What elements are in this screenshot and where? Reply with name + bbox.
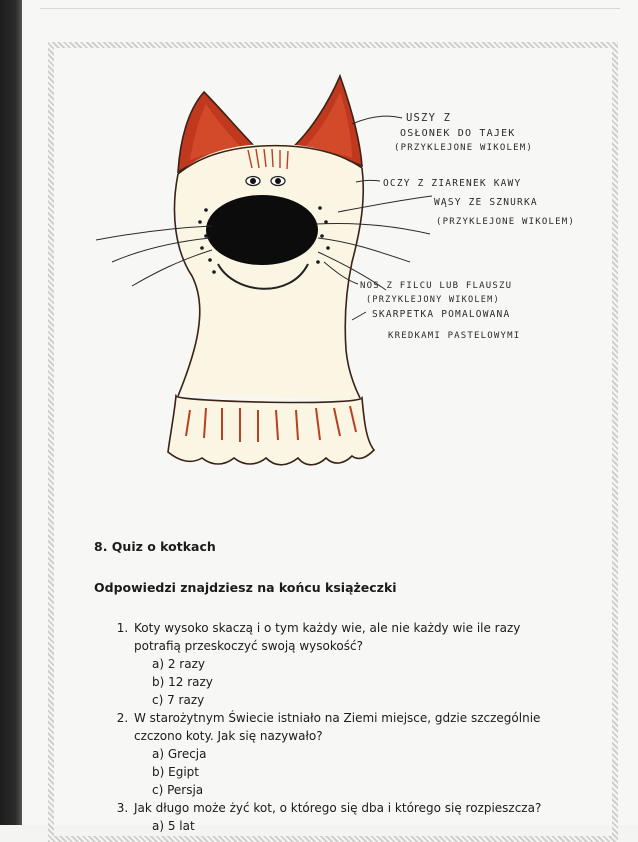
label-sock-line-2: KREDKAMI PASTELOWYMI bbox=[388, 331, 521, 341]
answer-option: b) Egipt bbox=[152, 765, 199, 779]
label-sock-line-1: SKARPETKA POMALOWANA bbox=[372, 309, 511, 320]
label-ears-line-3: (PRZYKLEJONE WIKOLEM) bbox=[394, 143, 533, 153]
nose bbox=[206, 195, 318, 265]
sock-cuff bbox=[168, 396, 374, 465]
label-ears-line-2: OSŁONEK DO TAJEK bbox=[400, 128, 516, 139]
question-1 bbox=[132, 619, 564, 709]
answer-list bbox=[134, 745, 564, 799]
question-3 bbox=[132, 799, 564, 835]
question-list bbox=[94, 619, 564, 835]
answer-option: c) Persja bbox=[152, 783, 204, 797]
label-nose-line-1: NOS Z FILCU LUB FLAUSZU bbox=[360, 281, 513, 291]
answer-option: c) 7 razy bbox=[152, 693, 205, 707]
quiz-subtitle: Odpowiedzi znajdziesz na końcu książeczki bbox=[94, 580, 397, 595]
answer-list bbox=[134, 817, 564, 835]
label-nose-line-2: (PRZYKLEJONY WIKOLEM) bbox=[366, 295, 500, 305]
label-whiskers-line-1: WĄSY ZE SZNURKA bbox=[434, 197, 538, 208]
answer-option: a) 5 lat bbox=[152, 819, 195, 833]
question-text: Jak długo może żyć kot, o którego się dba i którego się rozpieszcza? bbox=[134, 801, 542, 815]
answer-option: b) 12 razy bbox=[152, 675, 213, 689]
head-body-shading bbox=[176, 144, 362, 400]
question-text: Koty wysoko skaczą i o tym każdy wie, ale nie każdy wie ile razy potrafią przeskoczyć swoją wysokość? bbox=[134, 621, 521, 653]
question-text: W starożytnym Świecie istniało na Ziemi miejsce, gdzie szczególnie czczono koty. Jak się nazywało? bbox=[134, 711, 541, 743]
quiz-title: 8. Quiz o kotkach bbox=[94, 539, 216, 554]
label-whiskers-line-2: (PRZYKLEJONE WIKOLEM) bbox=[436, 217, 575, 227]
answer-list bbox=[134, 655, 564, 709]
answer-option: a) Grecja bbox=[152, 747, 207, 761]
quiz-section bbox=[94, 538, 564, 835]
label-ears-line-1: USZY Z bbox=[406, 112, 452, 124]
label-eyes: OCZY Z ZIARENEK KAWY bbox=[383, 178, 522, 189]
question-2 bbox=[132, 709, 564, 799]
answer-option: a) 2 razy bbox=[152, 657, 205, 671]
